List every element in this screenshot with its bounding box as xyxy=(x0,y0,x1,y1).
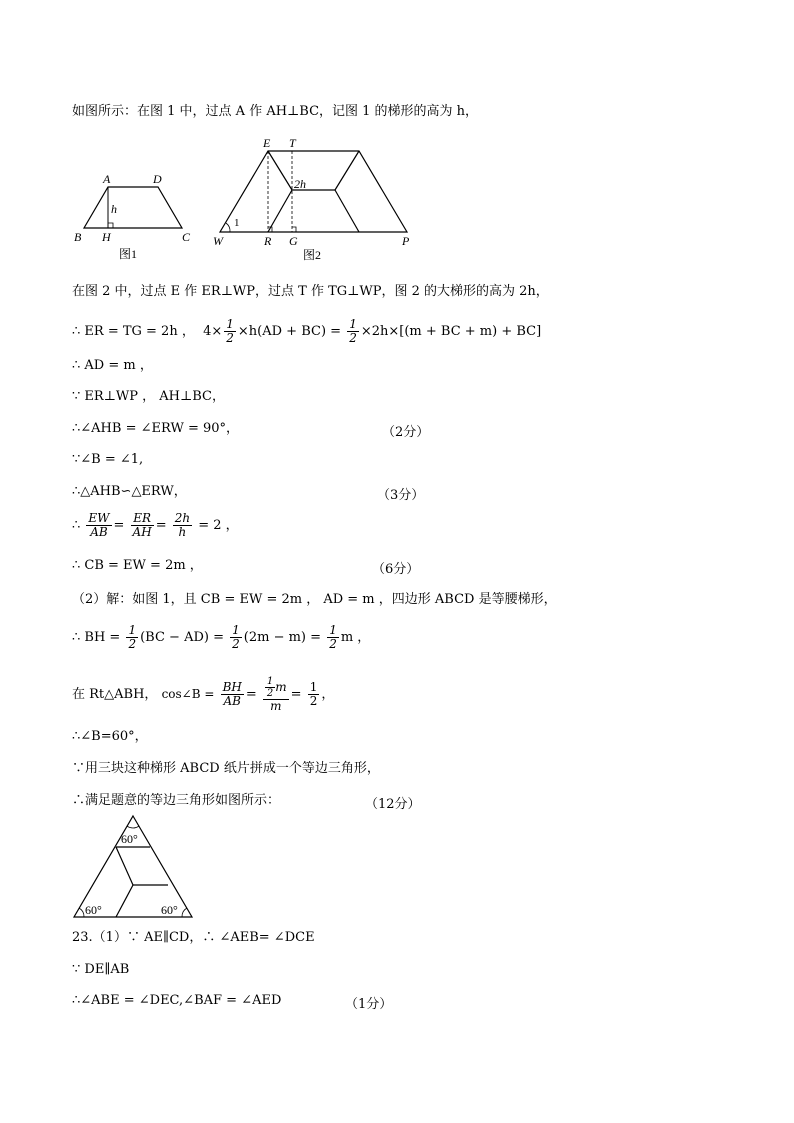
angle-left: 60° xyxy=(85,903,102,917)
ratio-equation: ∴ $\frac{EW}{AB}$ = $\frac{ER}{AH}$ = $\frac{2h}{h}$ = 2 ， xyxy=(72,511,239,539)
cos-end: ， xyxy=(321,687,335,702)
text-line-angles: ∴∠ABE = ∠DEC,∠BAF = ∠AED xyxy=(72,993,282,1008)
text-line-angle90: ∴∠AHB = ∠ERW = 90°， xyxy=(72,421,240,436)
bh-eq-left: ∴ BH = xyxy=(72,630,121,645)
area-eq-right: ×2h×[(m + BC + m) + BC] xyxy=(360,324,542,339)
rt-triangle-label: 在 Rt△ABH， xyxy=(72,687,158,702)
frac-half-3: $\frac{1}{2}$ xyxy=(128,623,137,651)
label-E: E xyxy=(263,136,271,150)
frac-one-half: $\frac{1}{2}$ xyxy=(309,680,318,708)
er-tg-eq: ∴ ER = TG = 2h ， xyxy=(72,324,195,339)
frac-bh-ab: $\frac{BH}{AB}$ xyxy=(222,680,242,708)
label-R: R xyxy=(264,234,272,248)
label-T: T xyxy=(289,136,296,150)
label-G: G xyxy=(289,234,298,248)
text-line-1: 在图 2 中，过点 E 作 ER⊥WP，过点 T 作 TG⊥WP，图 2 的大梯形的高为 2h， xyxy=(72,284,549,299)
label-2h: 2h xyxy=(294,177,306,191)
text-line-part2: （2）解：如图 1，且 CB = EW = 2m ， AD = m ，四边形 ABCD 是等腰梯形， xyxy=(72,592,557,607)
score-3: （3分） xyxy=(377,488,425,503)
label-1: 1 xyxy=(234,217,240,229)
text-line-angleB: ∵∠B = ∠1, xyxy=(72,452,144,467)
frac-er-ah: $\frac{ER}{AH}$ xyxy=(132,511,152,539)
bh-eq1: (BC − AD) = xyxy=(140,630,224,645)
frac-half-5: $\frac{1}{2}$ xyxy=(329,623,337,651)
cos-label: cos∠B = xyxy=(161,687,215,701)
label-C: C xyxy=(182,230,191,244)
text-line-satisfy: ∴满足题意的等边三角形如图所示： xyxy=(72,793,281,808)
frac-ew-ab: $\frac{EW}{AB}$ xyxy=(88,511,110,539)
score-2: （2分） xyxy=(382,425,430,440)
area-eq-left: 4× xyxy=(203,324,223,339)
score-1: （1分） xyxy=(345,997,393,1012)
text-line-similar: ∴△AHB∽△ERW， xyxy=(72,484,187,499)
label-W: W xyxy=(213,234,223,248)
label-A: A xyxy=(103,172,111,186)
bh-eq2: (2m − m) = xyxy=(243,630,322,645)
cos-equation: 在 Rt△ABH， cos∠B = $\frac{BH}{AB}$ = $\frac{1}{2}$ m m = $\frac{1}{2}$ ， xyxy=(72,676,335,713)
figure1-caption: 图1 xyxy=(119,247,138,261)
frac-2h-h: $\frac{2h}{h}$ xyxy=(174,511,191,539)
area-eq-mid: ×h(AD + BC) = xyxy=(237,324,342,339)
angle-top: 60° xyxy=(121,832,138,846)
frac-half-4: $\frac{1}{2}$ xyxy=(232,623,240,651)
text-line-de-ab: ∵ DE∥AB xyxy=(72,962,130,977)
angle-right: 60° xyxy=(161,903,178,917)
equilateral-triangle-figure xyxy=(70,812,196,920)
bh-equation xyxy=(72,624,370,651)
label-h: h xyxy=(111,202,117,216)
text-line-angle60: ∴∠B=60°， xyxy=(72,729,148,744)
label-D: D xyxy=(153,172,162,186)
text-line-three-pieces: ∵用三块这种梯形 ABCD 纸片拼成一个等边三角形， xyxy=(72,761,380,776)
label-B: B xyxy=(74,230,82,244)
label-P: P xyxy=(402,234,410,248)
score-12: （12分） xyxy=(365,797,421,812)
bh-eq3: m ， xyxy=(340,630,371,645)
score-6: （6分） xyxy=(372,562,420,577)
figure2-caption: 图2 xyxy=(303,248,322,262)
label-H: H xyxy=(102,230,111,244)
figure-2 xyxy=(210,132,420,264)
text-line-ad: ∴ AD = m ， xyxy=(72,358,153,373)
text-line-q23: 23.（1）∵ AE∥CD，∴ ∠AEB= ∠DCE xyxy=(72,930,315,945)
frac-complex: $\frac{1}{2}$ m m xyxy=(263,676,289,713)
ratio-eq-end: = 2 ， xyxy=(198,518,239,533)
figure-1 xyxy=(72,168,202,263)
text-line-perp: ∵ ER⊥WP ， AH⊥BC， xyxy=(72,389,225,404)
frac-half-2: $\frac{1}{2}$ xyxy=(349,317,357,345)
frac-half-1: $\frac{1}{2}$ xyxy=(226,317,234,345)
area-equation xyxy=(72,318,541,345)
intro-text: 如图所示：在图 1 中，过点 A 作 AH⊥BC，记图 1 的梯形的高为 h， xyxy=(72,104,479,119)
text-line-cb: ∴ CB = EW = 2m ， xyxy=(72,558,203,573)
therefore-sign: ∴ xyxy=(72,518,81,533)
